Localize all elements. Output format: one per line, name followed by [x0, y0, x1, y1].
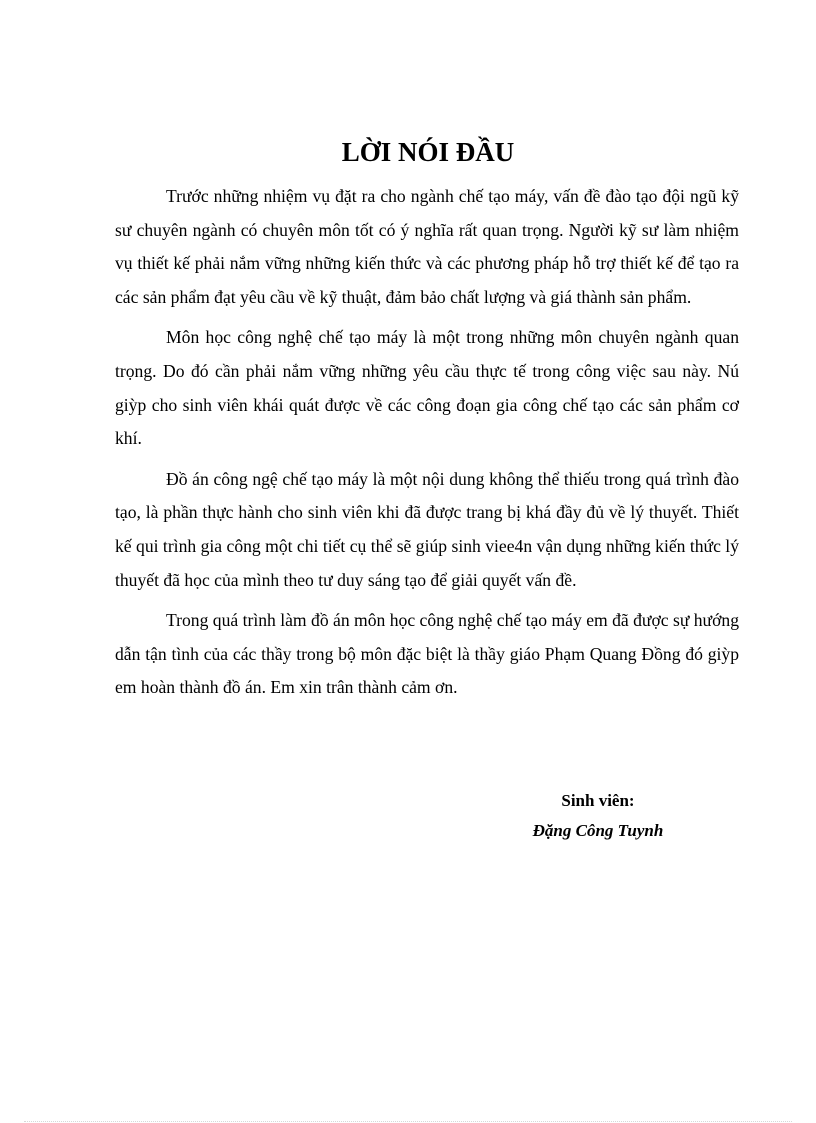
- page-title: LỜI NÓI ĐẦU: [341, 137, 515, 167]
- paragraph-3: Đồ án công ngệ chế tạo máy là một nội dung không thể thiếu trong quá trình đào tạo, là phần thực hành cho sinh viên khi đã được trang bị khá đầy đủ về lý thuyết. Thiết kế qui trình gia công một chi tiết cụ thể sẽ giúp sinh viee4n vận dụng những kiến thức lý thuyết đã học của mình theo tư duy sáng tạo để giải quyết vấn đề.: [115, 468, 739, 590]
- paragraph-1: Trước những nhiệm vụ đặt ra cho ngành chế tạo máy, vấn đề đào tạo đội ngũ kỹ sư chuyên ngành có chuyên môn tốt có ý nghĩa rất quan trọng. Người kỹ sư làm nhiệm vụ thiết kế phải nắm vững những kiến thức và các phương pháp hỗ trợ thiết kế để tạo ra các sản phẩm đạt yêu cầu về kỹ thuật, đảm bảo chất lượng và giá thành sản phẩm.: [115, 186, 739, 307]
- signature-label: Sinh viên:: [561, 791, 635, 810]
- paragraph-4: Trong quá trình làm đồ án môn học công nghệ chế tạo máy em đã được sự hướng dẫn tận tình của các thầy trong bộ môn đặc biệt là thầy giáo Phạm Quang Đồng đó giỳp em hoàn thành đồ án. Em xin trân thành cảm ơn.: [115, 610, 739, 698]
- paragraph-2: Môn học công nghệ chế tạo máy là một trong những môn chuyên ngành quan trọng. Do đó cần phải nắm vững những yêu cầu thực tế trong công việc sau này. Nú giỳp cho sinh viên khái quát được về các công đoạn gia công chế tạo các sản phẩm cơ khí.: [115, 327, 739, 449]
- document-body: [115, 180, 739, 712]
- page-bottom-divider: [24, 1121, 792, 1122]
- signature-name: Đặng Công Tuynh: [532, 821, 664, 840]
- signature-block: [508, 786, 688, 846]
